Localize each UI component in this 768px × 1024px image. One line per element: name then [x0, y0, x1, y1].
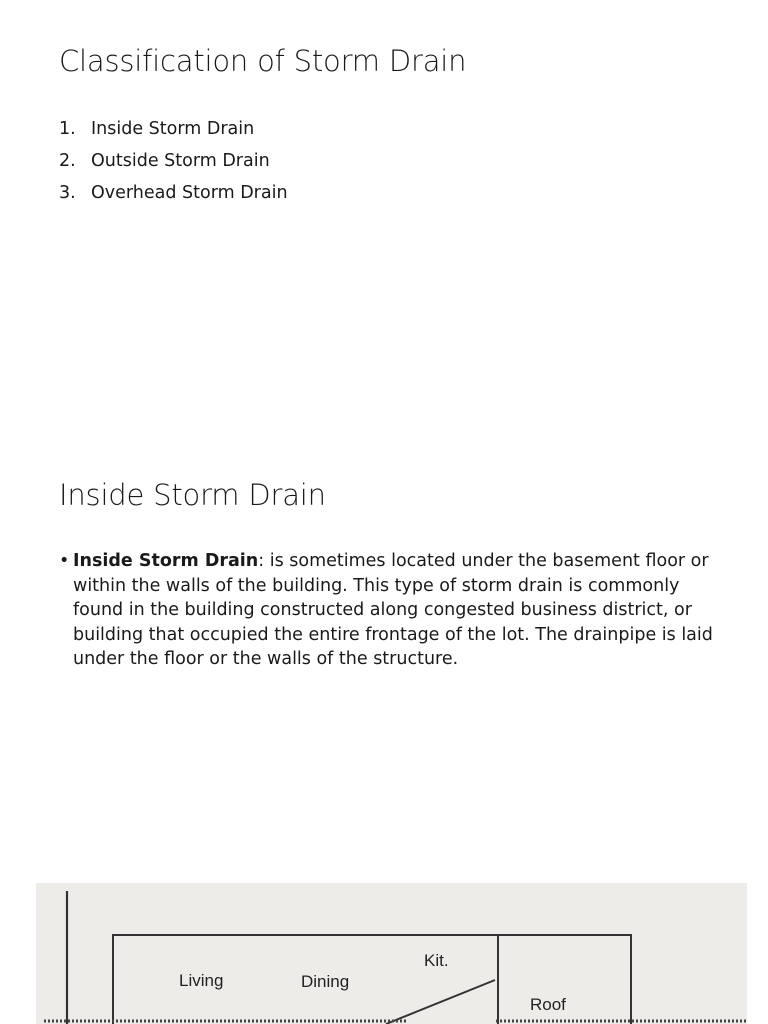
label-kitchen: Kit.	[424, 951, 449, 970]
list-text: Overhead Storm Drain	[91, 183, 288, 203]
label-dining: Dining	[301, 972, 350, 991]
list-text: Outside Storm Drain	[91, 151, 270, 171]
classification-list	[59, 117, 288, 213]
list-item	[59, 149, 288, 181]
list-number: 1.	[59, 119, 76, 139]
list-item	[59, 117, 288, 149]
label-roof-drain: Roof	[530, 995, 566, 1014]
bullet-description: : is sometimes located under the basement floor or within the walls of the building. This type of storm drain is commonly found in the building constructed along congested business district, or building that occupied the entire frontage of the lot. The drainpipe is laid under the floor or the walls of the structure.	[73, 551, 713, 669]
label-living: Living	[179, 971, 224, 990]
list-number: 3.	[59, 183, 76, 203]
bullet-icon: •	[59, 551, 70, 571]
bullet-term: Inside Storm Drain	[73, 551, 259, 571]
list-text: Inside Storm Drain	[91, 119, 255, 139]
page-title: Classification of Storm Drain	[59, 44, 467, 78]
floor-plan-drawing	[36, 883, 747, 1024]
bullet-text	[73, 549, 719, 672]
floor-plan-diagram	[36, 883, 747, 1024]
section-title: Inside Storm Drain	[59, 478, 326, 512]
bullet-paragraph	[59, 549, 719, 672]
drain-pipe	[386, 980, 495, 1024]
list-number: 2.	[59, 151, 76, 171]
list-item	[59, 181, 288, 213]
